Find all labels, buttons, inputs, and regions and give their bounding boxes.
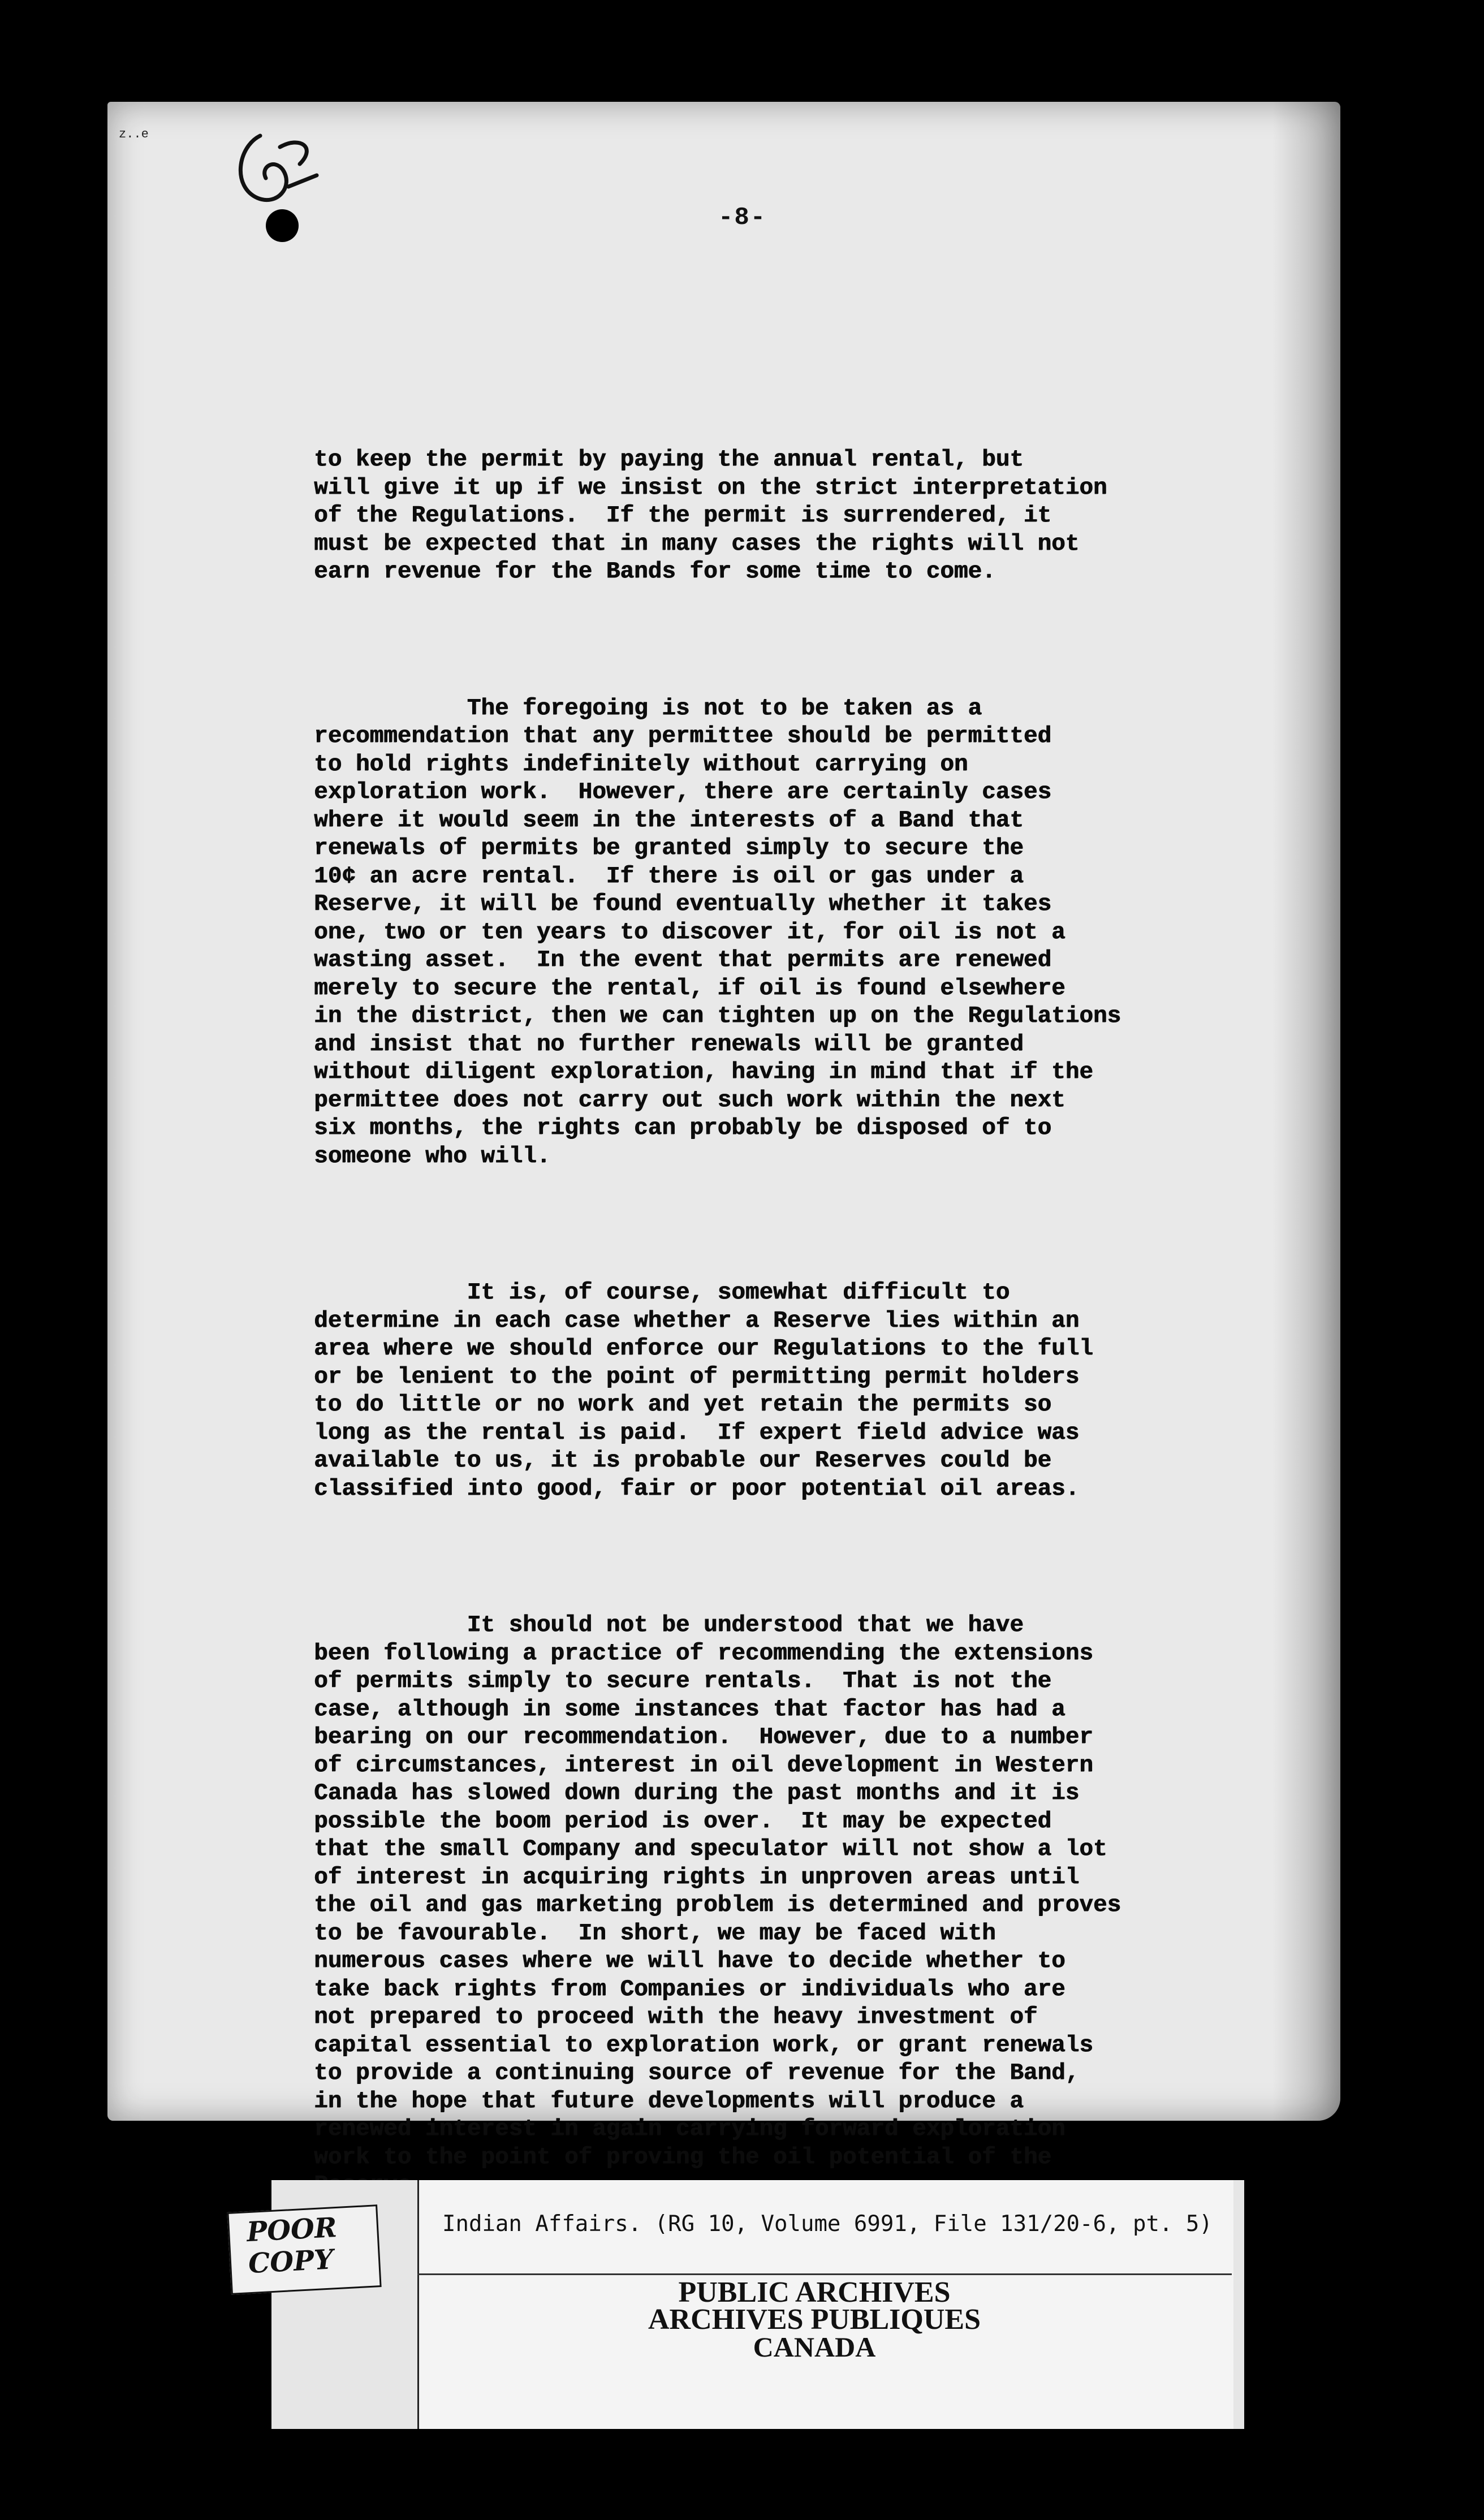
document-body bbox=[314, 390, 1275, 2228]
archive-citation: Indian Affairs. (RG 10, Volume 6991, File 131/20-6, pt. 5) bbox=[442, 2211, 1213, 2237]
paragraph-3: It is, of course, somewhat difficult to determine in each case whether a Reserve lies within an area where we should enforce our Regulations to the full or be lenient to the point of permitting permit holders to do little or no work and yet retain the permits so long as the rental is paid. If expert field advice was available to us, it is probable our Reserves could be classified into good, fair or poor potential oil areas. bbox=[314, 1280, 1093, 1502]
page-number: -8- bbox=[718, 204, 767, 232]
punch-hole bbox=[266, 209, 299, 242]
poor-copy-stamp bbox=[227, 2204, 381, 2295]
archives-line-canada: CANADA bbox=[753, 2331, 876, 2363]
archives-line-french: ARCHIVES PUBLIQUES bbox=[648, 2303, 981, 2336]
paragraph-2: The foregoing is not to be taken as a recommendation that any permittee should be permitted to hold rights indefinitely without carrying on exploration work. However, there are certainly cases where it would seem in the interests of a Band that renewals of permits be granted simply to secure the 10¢ an acre rental. If there is oil or gas under a Reserve, it will be found eventually whether it takes one, two or ten years to discover it, for oil is not a wasting asset. In the event that permits are renewed merely to secure the rental, if oil is found elsewhere in the district, then we can tighten up on the Regulations and insist that no further renewals will be granted without diligent exploration, having in mind that if the permittee does not carry out such work within the next six months, the rights can probably be disposed of to someone who will. bbox=[314, 695, 1121, 1170]
corner-mark: z..e bbox=[119, 127, 149, 141]
poor-copy-line2: COPY bbox=[247, 2243, 334, 2280]
archives-stamp bbox=[577, 2276, 1052, 2363]
poor-copy-line1: POOR bbox=[245, 2211, 338, 2249]
archives-line-english: PUBLIC ARCHIVES bbox=[678, 2276, 951, 2308]
paragraph-1: to keep the permit by paying the annual rental, but will give it up if we insist on the strict interpretation of the Regulations. If the permit is surrendered, it must be expected that in many cases the rights will not earn revenue for the Bands for some time to come. bbox=[314, 447, 1107, 585]
label-divider bbox=[417, 2273, 1232, 2275]
paragraph-4: It should not be understood that we have been following a practice of recommending the extensions of permits simply to secure rentals. That is not the case, although in some instances that factor has had a bearing on our recommendation. However, due to a number of circumstances, interest in oil development in Western Canada has slowed down during the past months and it is possible the boom period is over. It may be expected that the small Company and speculator will not show a lot of interest in acquiring rights in unproven areas until the oil and gas marketing problem is determined and proves to be favourable. In short, we may be faced with numerous cases where we will have to decide whether to take back rights from Companies or individuals who are not prepared to proceed with the heavy investment of capital essential to exploration work, or grant renewals to provide a continuing source of revenue for the Band, in the hope that future developments will produce a renewed interest in again carrying forward exploration work to the point of proving the oil potential of the bbox=[314, 1612, 1121, 2171]
handwritten-mark-icon bbox=[226, 124, 322, 215]
